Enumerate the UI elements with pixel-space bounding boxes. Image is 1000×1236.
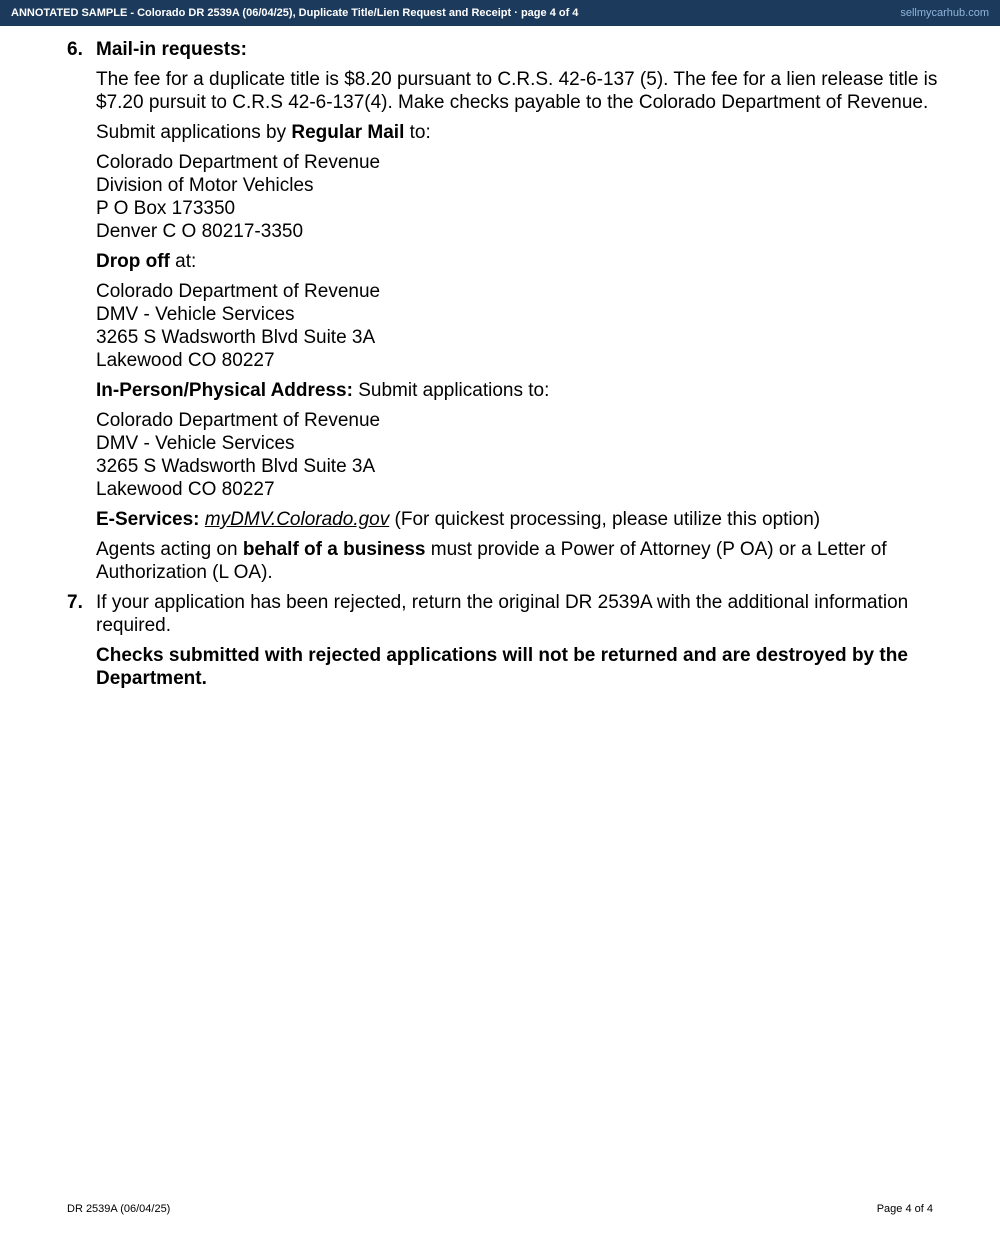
section-heading: Mail-in requests:: [96, 39, 247, 60]
rejected-paragraph: If your application has been rejected, return the original DR 2539A with the additional information required.: [96, 592, 909, 636]
item-number: 7.: [67, 592, 83, 613]
address-line: 3265 S Wadsworth Blvd Suite 3A: [96, 327, 376, 348]
item-number: 6.: [67, 39, 83, 60]
regular-mail-suffix: to:: [404, 122, 431, 143]
section-mail-in-requests: [0, 38, 1000, 584]
in-person-instruction: [96, 379, 940, 402]
annotation-banner: [0, 0, 1000, 26]
section-rejected-applications: [0, 591, 1000, 690]
regular-mail-instruction: [96, 121, 940, 144]
checks-warning: [96, 644, 940, 690]
address-line: 3265 S Wadsworth Blvd Suite 3A: [96, 456, 376, 477]
agents-prefix: Agents acting on: [96, 539, 243, 560]
drop-off-address: [96, 280, 940, 372]
agents-suffix: must provide a Power of Attorney (P OA) or a Letter of Authorization (L OA).: [96, 539, 887, 583]
address-line: Lakewood CO 80227: [96, 350, 275, 371]
regular-mail-prefix: Submit applications by: [96, 122, 292, 143]
footer-form-id: DR 2539A (06/04/25): [67, 1203, 171, 1215]
fee-paragraph: The fee for a duplicate title is $8.20 pursuant to C.R.S. 42-6-137 (5). The fee for a lien release title is $7.20 pursuit to C.R.S 42-6-137(4). Make checks payable to the Colorado Department of Revenue.: [96, 69, 938, 113]
footer-page-number: Page 4 of 4: [876, 1203, 933, 1215]
address-line: Lakewood CO 80227: [96, 479, 275, 500]
address-line: Colorado Department of Revenue: [96, 281, 381, 302]
checks-warning-text: Checks submitted with rejected applications will not be returned and are destroyed by the Department.: [96, 645, 908, 689]
mydmv-link[interactable]: myDMV.Colorado.gov: [204, 509, 390, 530]
document-body: [0, 38, 1000, 697]
agents-bold: behalf of a business: [242, 539, 426, 560]
regular-mail-label: Regular Mail: [291, 122, 405, 143]
in-person-address: [96, 409, 940, 501]
address-line: Colorado Department of Revenue: [96, 410, 381, 431]
e-services-label: E-Services:: [96, 509, 200, 530]
address-line: Division of Motor Vehicles: [96, 175, 314, 196]
drop-off-label: Drop off: [96, 251, 170, 272]
agents-paragraph: [96, 538, 940, 584]
e-services-note: (For quickest processing, please utilize this option): [389, 509, 821, 530]
banner-title: ANNOTATED SAMPLE - Colorado DR 2539A (06/04/25), Duplicate Title/Lien Request and Receipt · page 4 of 4: [11, 7, 579, 19]
address-line: P O Box 173350: [96, 198, 236, 219]
banner-site-label: sellmycarhub.com: [900, 7, 989, 19]
drop-off-instruction: [96, 250, 940, 273]
address-line: Colorado Department of Revenue: [96, 152, 381, 173]
address-line: Denver C O 80217-3350: [96, 221, 304, 242]
address-line: DMV - Vehicle Services: [96, 304, 295, 325]
e-services-line: [96, 508, 940, 531]
mail-address: [96, 151, 940, 243]
address-line: DMV - Vehicle Services: [96, 433, 295, 454]
in-person-label: In-Person/Physical Address:: [96, 380, 353, 401]
drop-off-suffix: at:: [169, 251, 197, 272]
in-person-suffix: Submit applications to:: [352, 380, 550, 401]
